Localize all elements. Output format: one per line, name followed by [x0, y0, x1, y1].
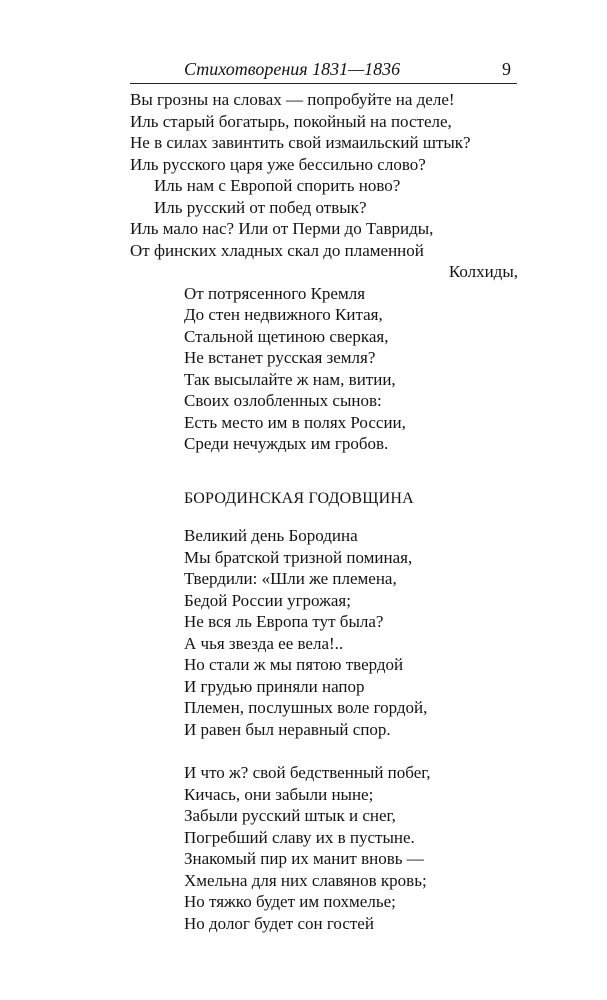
verse-line: Бедой России угрожая; [184, 590, 351, 610]
verse-line: И равен был неравный спор. [184, 719, 391, 739]
verse-line: Но долог будет сон гостей [184, 913, 374, 933]
verse-line: Не вся ль Европа тут была? [184, 612, 384, 631]
poem-continuation [130, 89, 520, 455]
stanza [184, 525, 514, 740]
verse-line: От потрясенного Кремля [184, 283, 366, 303]
verse-line: Погребший славу их в пустыне. [184, 827, 415, 847]
verse-line: Хмельна для них славянов кровь; [184, 870, 427, 890]
verse-line: Своих озлобленных сынов: [184, 391, 382, 410]
verse-line: Забыли русский штык и снег, [184, 806, 396, 825]
verse-line: Иль русского царя уже бессильно слово? [130, 154, 426, 174]
verse-line: И грудью приняли напор [184, 676, 365, 696]
verse-line: Не встанет русская земля? [184, 348, 376, 367]
running-head-title: Стихотворения 1831—1836 [184, 59, 401, 79]
verse-line: Иль нам с Европой спорить ново? [154, 176, 401, 195]
page-number: 9 [502, 59, 511, 79]
verse-line: До стен недвижного Китая, [184, 305, 383, 324]
verse-line: Племен, послушных воле гордой, [184, 698, 428, 717]
verse-line: А чья звезда ее вела!.. [184, 633, 344, 653]
verse-line: Не в силах завинтить свой измаильский штык? [130, 133, 471, 152]
verse-line: Есть место им в полях России, [184, 412, 406, 432]
verse-line: Мы братской тризной поминая, [184, 547, 413, 567]
header-rule [130, 83, 517, 84]
verse-line: Твердили: «Шли же племена, [184, 569, 397, 588]
verse-line: Иль русский от побед отвык? [154, 197, 367, 217]
verse-line: Среди нечуждых им гробов. [184, 434, 389, 453]
verse-line: Великий день Бородина [184, 526, 358, 545]
verse-line: Но тяжко будет им похмелье; [184, 892, 396, 911]
verse-line: Иль старый богатырь, покойный на постеле, [130, 111, 452, 131]
verse-line-overflow: Колхиды, [448, 262, 518, 281]
verse-line: Но стали ж мы пятою твердой [184, 655, 404, 674]
verse-line: Вы грозны на словах — попробуйте на деле! [130, 90, 455, 109]
poem-title: БОРОДИНСКАЯ ГОДОВЩИНА [184, 490, 414, 507]
verse-line: От финских хладных скал до пламенной [130, 240, 424, 260]
stanza [184, 762, 514, 934]
verse-line: И что ж? свой бедственный побег, [184, 763, 431, 782]
poem-body [184, 525, 514, 934]
verse-line: Стальной щетиною сверкая, [184, 326, 389, 346]
verse-line: Знакомый пир их манит вновь — [184, 849, 424, 868]
verse-line: Иль мало нас? Или от Перми до Тавриды, [130, 219, 434, 238]
verse-line: Кичась, они забыли ныне; [184, 784, 374, 804]
stanza-break [184, 740, 514, 762]
running-head [130, 58, 517, 82]
verse-line: Так высылайте ж нам, витии, [184, 369, 396, 389]
